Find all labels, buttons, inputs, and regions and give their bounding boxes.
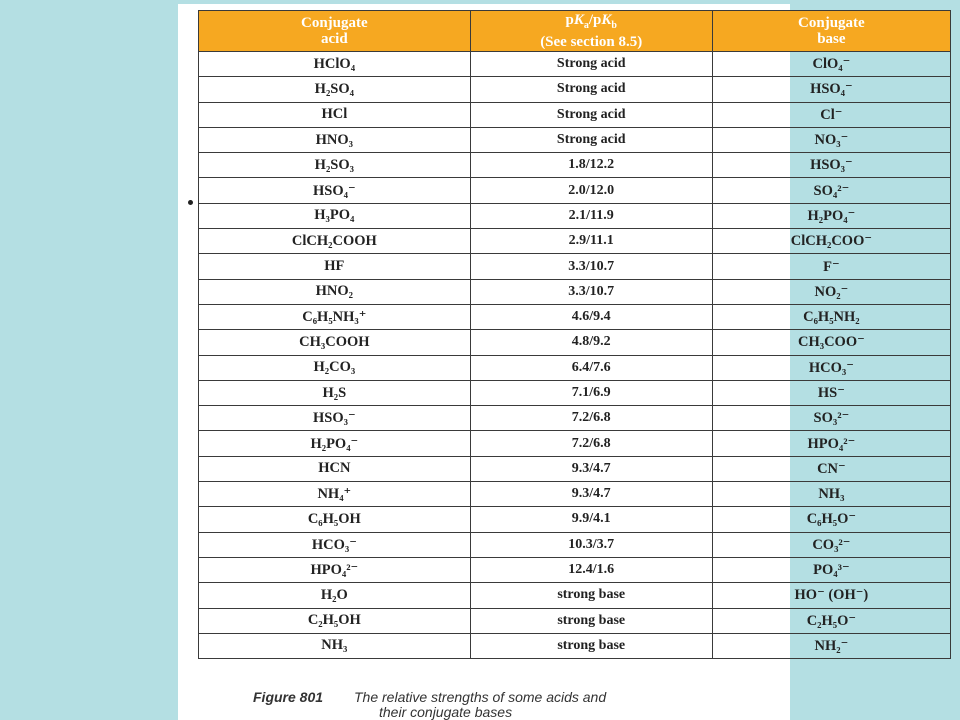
table-row [199,304,951,329]
acid-cell: HNO₃ [199,127,471,152]
acid-cell: H₃PO₄ [199,203,471,228]
table-row [199,102,951,127]
table-row [199,532,951,557]
acid-cell: HSO₄⁻ [199,178,471,203]
pk-cell: Strong acid [470,127,712,152]
pk-heading: $pK_a/pK_b$ [565,12,617,31]
pk-cell: strong base [470,608,712,633]
acid-cell: ClCH₂COOH [199,229,471,254]
base-cell: NO₃⁻ [712,127,950,152]
base-cell: HSO₄⁻ [712,77,950,102]
figure-label: Figure 801 [253,689,324,705]
pk-cell: 4.8/9.2 [470,330,712,355]
caption-line-1: The relative strengths of some acids and [354,689,607,705]
pk-cell: Strong acid [470,52,712,77]
header-conjugate-base: Conjugate base [712,11,950,52]
table-body [199,52,951,659]
table-row [199,254,951,279]
figure-caption [253,690,773,720]
pk-cell: 9.3/4.7 [470,456,712,481]
base-cell: C₆H₅NH₂ [712,304,950,329]
base-cell: HS⁻ [712,380,950,405]
table-row [199,431,951,456]
base-cell: Cl⁻ [712,102,950,127]
header-row [199,11,951,52]
base-cell: NH₂⁻ [712,633,950,658]
table-row [199,127,951,152]
pk-cell: Strong acid [470,77,712,102]
base-cell: ClO₄⁻ [712,52,950,77]
base-cell: HO⁻ (OH⁻) [712,583,950,608]
base-cell: CO₃²⁻ [712,532,950,557]
base-cell: F⁻ [712,254,950,279]
header-pka-pkb: $pK_a/pK_b$ (See section 8.5) [470,11,712,52]
acid-cell: H₂O [199,583,471,608]
pk-cell: 2.1/11.9 [470,203,712,228]
pk-cell: 7.2/6.8 [470,431,712,456]
table-row [199,229,951,254]
acid-cell: NH₄⁺ [199,482,471,507]
caption-line-2: their conjugate bases [379,704,513,720]
pk-cell: 9.3/4.7 [470,482,712,507]
pk-cell: 7.1/6.9 [470,380,712,405]
base-cell: SO₄²⁻ [712,178,950,203]
base-cell: ClCH₂COO⁻ [712,229,950,254]
table-row [199,203,951,228]
table-row [199,557,951,582]
table-row [199,482,951,507]
acid-cell: HF [199,254,471,279]
pk-cell: 4.6/9.4 [470,304,712,329]
acid-cell: C₆H₅NH₃⁺ [199,304,471,329]
pk-cell: 3.3/10.7 [470,254,712,279]
acid-cell: HCN [199,456,471,481]
pk-cell: 1.8/12.2 [470,153,712,178]
table-row [199,178,951,203]
acid-cell: NH₃ [199,633,471,658]
pk-cell: Strong acid [470,102,712,127]
acid-cell: H₂SO₄ [199,77,471,102]
base-cell: HCO₃⁻ [712,355,950,380]
table-row [199,77,951,102]
base-cell: NO₂⁻ [712,279,950,304]
acid-cell: CH₃COOH [199,330,471,355]
acid-cell: C₆H₅OH [199,507,471,532]
document-page [178,4,873,720]
base-cell: CN⁻ [712,456,950,481]
acid-cell: HPO₄²⁻ [199,557,471,582]
acid-cell: HClO₄ [199,52,471,77]
base-cell: C₆H₅O⁻ [712,507,950,532]
base-cell: NH₃ [712,482,950,507]
acid-cell: HNO₂ [199,279,471,304]
acid-cell: H₂S [199,380,471,405]
acid-base-table [198,10,951,659]
table-row [199,330,951,355]
base-cell: C₂H₅O⁻ [712,608,950,633]
pk-cell: 10.3/3.7 [470,532,712,557]
acid-cell: H₂SO₃ [199,153,471,178]
table-row [199,456,951,481]
pk-cell: 9.9/4.1 [470,507,712,532]
table-row [199,608,951,633]
table-row [199,279,951,304]
acid-cell: H₂CO₃ [199,355,471,380]
base-cell: HSO₃⁻ [712,153,950,178]
acid-cell: C₂H₅OH [199,608,471,633]
pk-cell: 2.9/11.1 [470,229,712,254]
acid-cell: HCO₃⁻ [199,532,471,557]
pk-cell: 2.0/12.0 [470,178,712,203]
pk-cell: 6.4/7.6 [470,355,712,380]
table-row [199,406,951,431]
table-row [199,380,951,405]
acid-cell: HCl [199,102,471,127]
base-cell: SO₃²⁻ [712,406,950,431]
pk-cell: 7.2/6.8 [470,406,712,431]
base-cell: HPO₄²⁻ [712,431,950,456]
base-cell: CH₃COO⁻ [712,330,950,355]
table-row [199,355,951,380]
table-row [199,52,951,77]
base-cell: PO₄³⁻ [712,557,950,582]
acid-cell: HSO₃⁻ [199,406,471,431]
base-cell: H₂PO₄⁻ [712,203,950,228]
acid-cell: H₂PO₄⁻ [199,431,471,456]
table-row [199,583,951,608]
table-row [199,633,951,658]
table-row [199,507,951,532]
pk-cell: strong base [470,583,712,608]
pk-cell: 3.3/10.7 [470,279,712,304]
header-conjugate-acid: Conjugate acid [199,11,471,52]
bullet-mark [188,200,193,205]
pk-cell: 12.4/1.6 [470,557,712,582]
pk-cell: strong base [470,633,712,658]
table-row [199,153,951,178]
